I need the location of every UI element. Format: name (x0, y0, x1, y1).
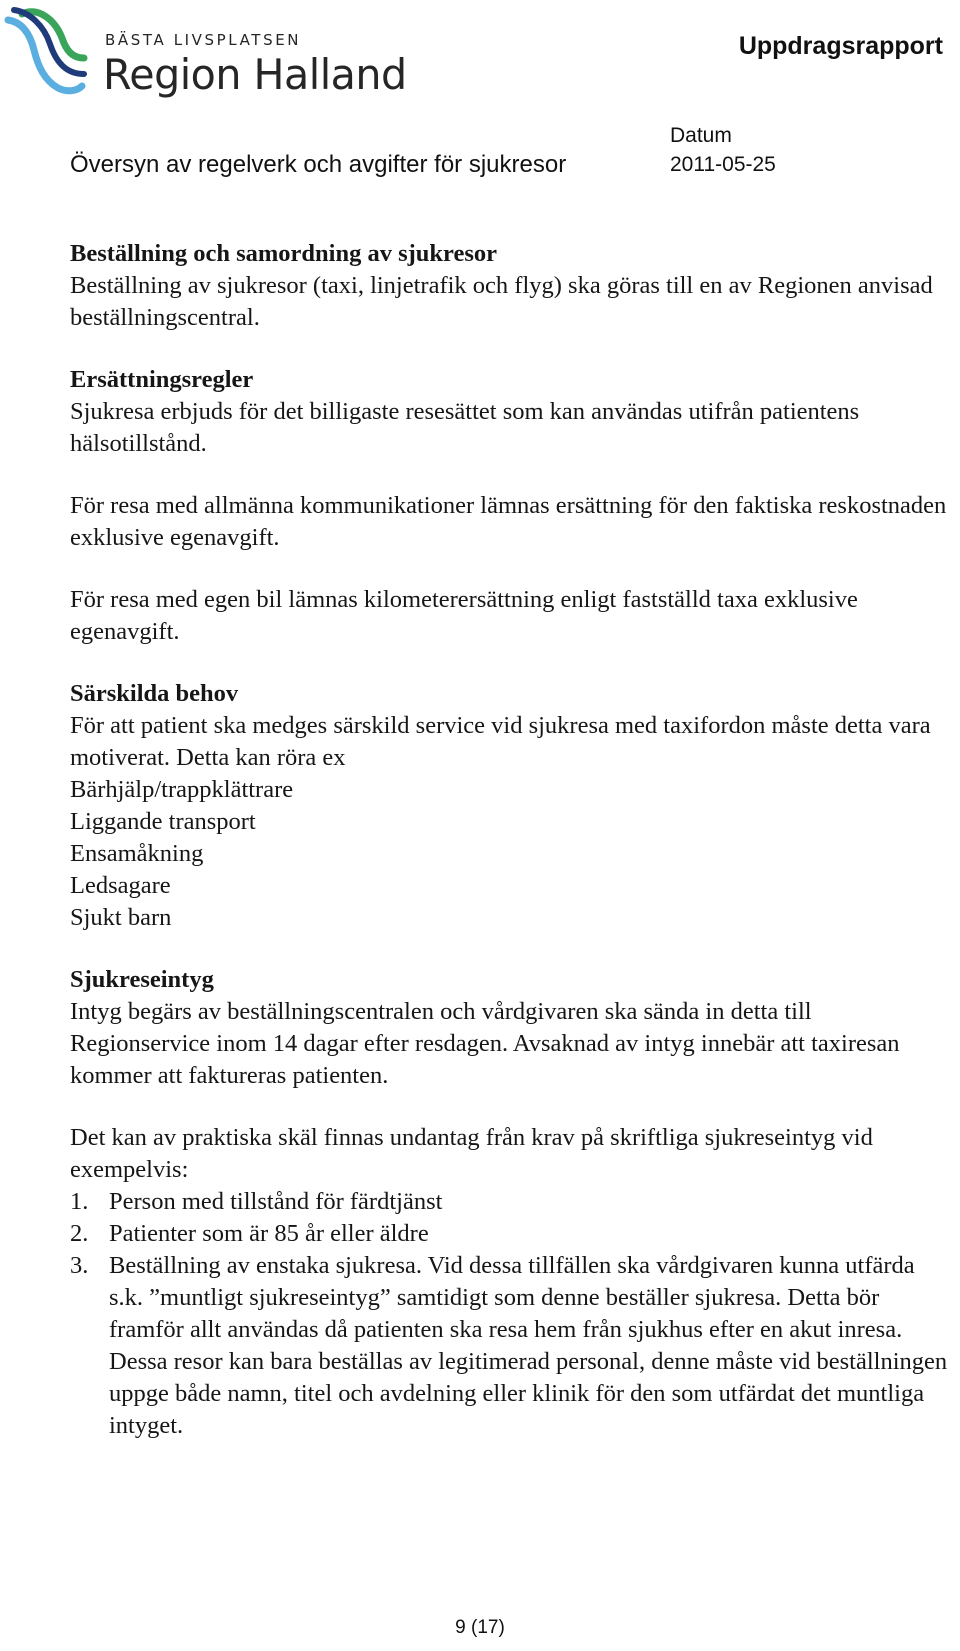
logo-name: Region Halland (103, 50, 407, 99)
page-number: 9 (17) (455, 1617, 505, 1638)
list-item (70, 1186, 950, 1218)
date-label: Datum (670, 124, 732, 147)
paragraph-sarskilda: För att patient ska medges särskild service vid sjukresa med taxifordon måste detta vara motiverat. Detta kan röra ex (70, 712, 931, 771)
section-heading-intyg: Sjukreseintyg (70, 966, 214, 993)
document-subject: Översyn av regelverk och avgifter för sjukresor (70, 151, 567, 178)
paragraph-intyg: Intyg begärs av beställningscentralen och vårdgivaren ska sända in detta till Regionservice inom 14 dagar efter resdagen. Avsaknad av intyg innebär att taxiresan kommer att faktureras patienten. (70, 998, 900, 1089)
list-item-sarskilda: Sjukt barn (70, 904, 172, 931)
list-text: Beställning av enstaka sjukresa. Vid dessa tillfällen ska vårdgivaren kunna utfärda s.k. ”muntligt sjukreseintyg” samtidigt som denne beställer sjukresa. Detta bör framför allt användas då patienten ska resa hem från sjukhus efter en akut inresa. Dessa resor kan bara beställas av legitimerad personal, denne måste vid beställningen uppge både namn, titel och avdelning eller klinik för den som utfärdat det muntliga intyget. (109, 1252, 948, 1439)
section-heading-ersattning: Ersättningsregler (70, 366, 254, 393)
document-type: Uppdragsrapport (738, 32, 943, 60)
section-heading-bestallning: Beställning och samordning av sjukresor (70, 240, 497, 267)
list-item (70, 1218, 950, 1250)
list-number: 3. (70, 1252, 89, 1279)
list-text: Patienter som är 85 år eller äldre (109, 1220, 429, 1247)
list-item-sarskilda: Ledsagare (70, 872, 171, 899)
paragraph-bestallning: Beställning av sjukresor (taxi, linjetrafik och flyg) ska göras till en av Regionen anvisad beställningscentral. (70, 272, 933, 331)
paragraph-ersattning-1: Sjukresa erbjuds för det billigaste resesättet som kan användas utifrån patientens hälsotillstånd. (70, 398, 860, 457)
list-item-sarskilda: Ensamåkning (70, 840, 204, 867)
paragraph-ersattning-3: För resa med egen bil lämnas kilometerersättning enligt fastställd taxa exklusive egenavgift. (70, 586, 858, 645)
logo-river-icon (0, 0, 100, 100)
paragraph-ersattning-2: För resa med allmänna kommunikationer lämnas ersättning för den faktiska reskostnaden exklusive egenavgift. (70, 492, 947, 551)
paragraph-intyg-intro: Det kan av praktiska skäl finnas undantag från krav på skriftliga sjukreseintyg vid exempelvis: (70, 1124, 873, 1183)
section-heading-sarskilda: Särskilda behov (70, 680, 239, 707)
date-value: 2011-05-25 (670, 153, 776, 176)
list-number: 2. (70, 1220, 89, 1247)
list-item-sarskilda: Bärhjälp/trappklättrare (70, 776, 294, 803)
list-item (70, 1250, 950, 1442)
exception-list (70, 1186, 950, 1442)
region-halland-logo (0, 0, 420, 105)
logo-tagline: BÄSTA LIVSPLATSEN (105, 31, 302, 49)
list-number: 1. (70, 1188, 89, 1215)
list-item-sarskilda: Liggande transport (70, 808, 256, 835)
list-text: Person med tillstånd för färdtjänst (109, 1188, 443, 1215)
document-body (70, 238, 950, 1442)
